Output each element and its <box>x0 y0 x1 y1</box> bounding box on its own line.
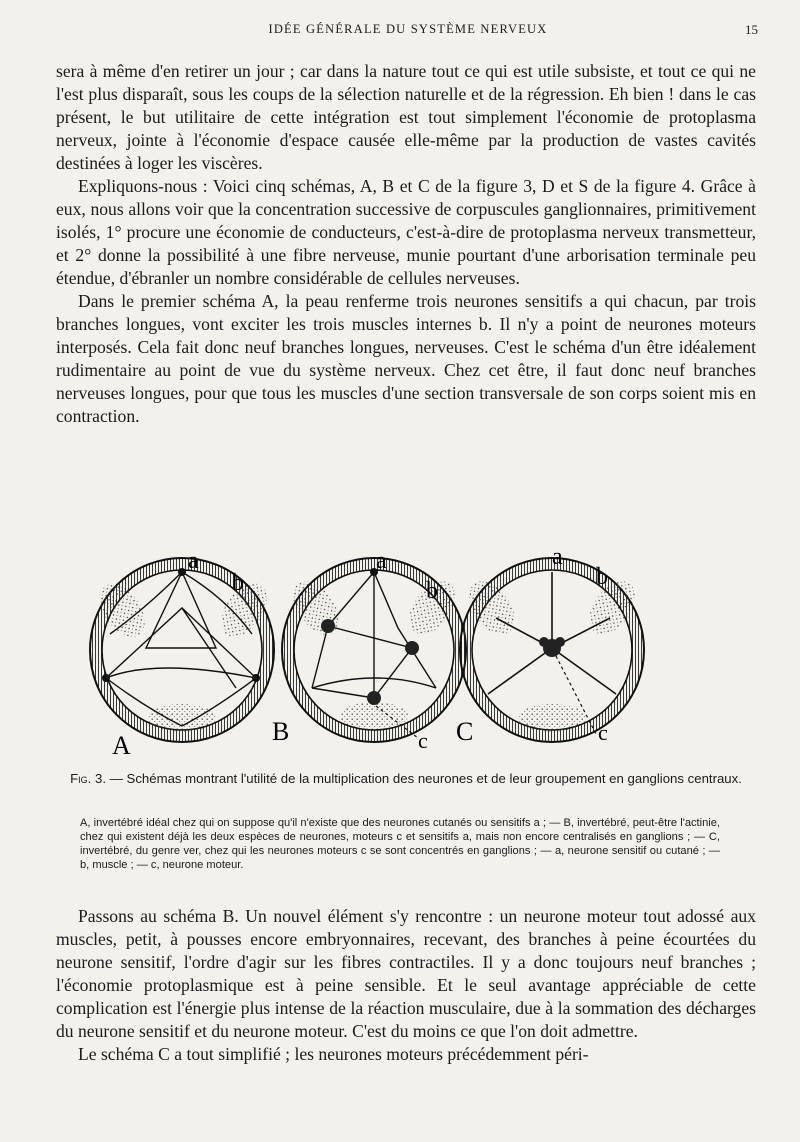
running-header <box>58 22 758 42</box>
paragraph: sera à même d'en retirer un jour ; car dans la nature tout ce qui est utile subsiste, et tout ce qui ne l'est plus disparaît, sous les coups de la sélection naturelle et de la régression. Eh bien ! dans le cas présent, le but utilitaire de cette intégration est tout simplement l'économie de protoplasma nerveux, jointe à l'économie d'espace causée elle-même par la production de vastes cavités destinées à loger les viscères. <box>56 61 756 173</box>
caption-text: — Schémas montrant l'utilité de la multiplication des neurones et de leur groupement en ganglions centraux. <box>109 771 742 786</box>
label-a: a <box>552 544 563 570</box>
figure-legend: A, invertébré idéal chez qui on suppose qu'il n'existe que des neurones cutanés ou sensitifs a ; — B, invertébré, peut-être l'actinie, chez qui existent déjà les deux espèces de neurones, moteurs c et sensitifs a, mais non encore centralisés en ganglions ; — C, invertébré, du genre ver, chez qui les neurones moteurs c se sont concentrés en ganglions ; — a, neurone sensitif ou cutané ; — b, muscle ; — c, neurone moteur. <box>80 817 720 871</box>
label-schema-A: A <box>112 731 131 760</box>
body-text-top <box>56 60 756 428</box>
label-b: b <box>426 578 438 604</box>
label-b: b <box>596 564 608 590</box>
label-c: c <box>418 728 428 753</box>
paragraph: Expliquons-nous : Voici cinq schémas, A, B et C de la figure 3, D et S de la figure 4. Grâce à eux, nous allons voir que la concentration successive de corpuscules ganglionnaires, primitivement isolés, 1° procure une économie de conducteurs, c'est-à-dire de protoplasma nerveux transmetteur, et 2° donne la possibilité à une fibre nerveuse, munie pourtant d'une arborisation terminale peu étendue, d'ébranler un nombre considérable de cellules nerveuses. <box>56 176 756 288</box>
label-a: a <box>376 548 387 574</box>
caption-prefix: Fig. 3. <box>70 771 106 786</box>
label-schema-B: B <box>272 717 290 746</box>
schema-c <box>456 544 644 746</box>
paragraph: Le schéma C a tout simplifié ; les neurones moteurs précédemment péri- <box>78 1044 589 1064</box>
figure-3-schemas <box>76 538 736 768</box>
paragraph: Passons au schéma B. Un nouvel élément s'y rencontre : un neurone moteur tout adossé aux muscles, petit, à pousses encore embryonnaires, recevant, des branches à peine écourtées du neurone sensitif, l'ordre d'agir sur les fibres contractiles. Il y a donc toujours neuf branches ; l'économie protoplasmique est à peine sensible. Et le seul avantage appréciable de cette complication est l'énergie plus intense de la réaction musculaire, due à la sommation des décharges du neurone sensitif et du neurone moteur. C'est du moins ce que l'on doit admettre. <box>56 906 756 1041</box>
body-text-bottom <box>56 905 756 1066</box>
schema-b <box>272 548 466 753</box>
label-c: c <box>598 720 608 745</box>
figure-caption <box>56 770 756 788</box>
page-number: 15 <box>745 22 758 37</box>
label-a: a <box>188 548 199 574</box>
label-b: b <box>232 570 244 596</box>
label-schema-C: C <box>456 717 474 746</box>
schema-a <box>90 548 276 760</box>
running-title: IDÉE GÉNÉRALE DU SYSTÈME NERVEUX <box>268 22 548 36</box>
paragraph: Dans le premier schéma A, la peau renferme trois neurones sensitifs a qui chacun, par trois branches longues, vont exciter les trois muscles internes b. Il n'y a point de neurones moteurs interposés. Cela fait donc neuf branches longues, nerveuses. C'est le schéma d'un être idéalement rudimentaire au point de vue du système nerveux. Chez cet être, il faut donc neuf branches nerveuses longues, pour que tous les muscles d'une section transversale de son corps soient mis en contraction. <box>56 291 756 426</box>
